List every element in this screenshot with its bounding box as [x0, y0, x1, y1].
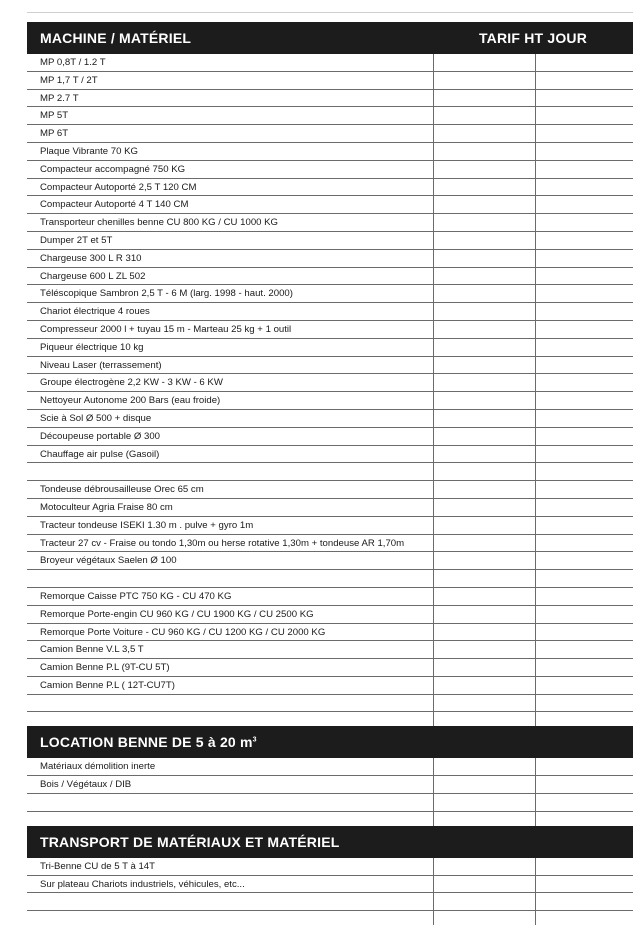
price-cell-1 — [433, 606, 535, 623]
price-table — [27, 22, 633, 925]
table-row — [27, 535, 633, 553]
item-label: Chargeuse 600 L ZL 502 — [40, 270, 146, 282]
table-row — [27, 641, 633, 659]
table-row — [27, 392, 633, 410]
price-cell-1 — [433, 794, 535, 811]
price-cell-1 — [433, 893, 535, 910]
price-cell-1 — [433, 776, 535, 793]
item-label: Matériaux démolition inerte — [40, 761, 156, 773]
table-row — [27, 677, 633, 695]
table-row — [27, 776, 633, 794]
item-label: Piqueur électrique 10 kg — [40, 341, 144, 353]
price-cell-2 — [535, 107, 633, 124]
price-cell-2 — [535, 758, 633, 775]
price-cell-1 — [433, 446, 535, 463]
price-cell-2 — [535, 339, 633, 356]
price-cell-1 — [433, 876, 535, 893]
table-row — [27, 428, 633, 446]
price-cell-2 — [535, 876, 633, 893]
table-row — [27, 588, 633, 606]
price-cell-1 — [433, 624, 535, 641]
item-label: Dumper 2T et 5T — [40, 234, 113, 246]
item-label — [27, 570, 433, 587]
price-cell-1 — [433, 499, 535, 516]
table-row — [27, 54, 633, 72]
price-cell-1 — [433, 552, 535, 569]
table-row — [27, 463, 633, 481]
table-row — [27, 161, 633, 179]
price-cell-1 — [433, 517, 535, 534]
price-cell-2 — [535, 570, 633, 587]
price-cell-1 — [433, 107, 535, 124]
price-cell-1 — [433, 428, 535, 445]
item-label: Plaque Vibrante 70 KG — [40, 145, 138, 157]
table-row — [27, 410, 633, 428]
price-cell-2 — [535, 161, 633, 178]
price-cell-2 — [535, 535, 633, 552]
item-label: Niveau Laser (terrassement) — [40, 359, 162, 371]
price-cell-1 — [433, 758, 535, 775]
item-label: MP 5T — [40, 110, 69, 122]
table-row — [27, 250, 633, 268]
price-cell-1 — [433, 641, 535, 658]
price-cell-1 — [433, 90, 535, 107]
item-label: Groupe électrogène 2,2 KW - 3 KW - 6 KW — [40, 377, 223, 389]
item-label: Remorque Porte Voiture - CU 960 KG / CU 1200 KG / CU 2000 KG — [40, 626, 326, 638]
price-cell-2 — [535, 695, 633, 712]
price-cell-2 — [535, 624, 633, 641]
table-row — [27, 143, 633, 161]
price-cell-2 — [535, 499, 633, 516]
price-cell-2 — [535, 712, 633, 726]
price-cell-1 — [433, 463, 535, 480]
table-row — [27, 90, 633, 108]
price-cell-1 — [433, 54, 535, 71]
item-label: Tondeuse débrousailleuse Orec 65 cm — [40, 484, 204, 496]
table-row — [27, 125, 633, 143]
table-row — [27, 659, 633, 677]
price-cell-2 — [535, 552, 633, 569]
table-row — [27, 339, 633, 357]
price-cell-2 — [535, 90, 633, 107]
price-cell-2 — [535, 463, 633, 480]
item-label: Chauffage air pulse (Gasoil) — [40, 448, 160, 460]
item-label: Tracteur tondeuse ISEKI 1.30 m . pulve + gyro 1m — [40, 519, 254, 531]
price-cell-1 — [433, 659, 535, 676]
price-cell-1 — [433, 250, 535, 267]
item-label: Nettoyeur Autonome 200 Bars (eau froide) — [40, 395, 221, 407]
price-cell-2 — [535, 214, 633, 231]
table-row — [27, 858, 633, 876]
section-gap — [27, 812, 633, 826]
item-label: Transporteur chenilles benne CU 800 KG / CU 1000 KG — [40, 217, 279, 229]
table-row — [27, 876, 633, 894]
table-row — [27, 570, 633, 588]
price-cell-1 — [433, 214, 535, 231]
item-label: Camion Benne V.L 3,5 T — [40, 644, 144, 656]
price-cell-2 — [535, 125, 633, 142]
price-cell-2 — [535, 517, 633, 534]
item-label: Compacteur Autoporté 2,5 T 120 CM — [40, 181, 197, 193]
section-header — [27, 22, 633, 54]
table-row — [27, 893, 633, 911]
price-cell-1 — [433, 161, 535, 178]
table-row — [27, 606, 633, 624]
item-label: Compacteur accompagné 750 KG — [40, 163, 186, 175]
table-row — [27, 499, 633, 517]
section-title: LOCATION BENNE DE 5 à 20 $m^3$ — [40, 734, 257, 751]
price-cell-1 — [433, 392, 535, 409]
table-row — [27, 232, 633, 250]
price-cell-1 — [433, 481, 535, 498]
price-cell-2 — [535, 911, 633, 925]
item-label: Remorque Caisse PTC 750 KG - CU 470 KG — [40, 590, 232, 602]
price-cell-2 — [535, 776, 633, 793]
price-cell-2 — [535, 588, 633, 605]
table-row — [27, 481, 633, 499]
section-header — [27, 826, 633, 858]
table-row — [27, 552, 633, 570]
price-cell-2 — [535, 606, 633, 623]
price-cell-2 — [535, 392, 633, 409]
price-cell-2 — [535, 179, 633, 196]
price-cell-1 — [433, 911, 535, 925]
item-label: Camion Benne P.L ( 12T-CU7T) — [40, 679, 175, 691]
top-rule — [27, 12, 633, 13]
item-label: Chariot électrique 4 roues — [40, 306, 150, 318]
price-cell-2 — [535, 858, 633, 875]
item-label: Scie à Sol Ø 500 + disque — [40, 412, 152, 424]
table-row — [27, 285, 633, 303]
item-label: Motoculteur Agria Fraise 80 cm — [40, 501, 173, 513]
table-row — [27, 268, 633, 286]
price-cell-2 — [535, 250, 633, 267]
price-cell-1 — [433, 374, 535, 391]
price-cell-2 — [535, 303, 633, 320]
table-row — [27, 214, 633, 232]
price-cell-1 — [433, 712, 535, 726]
table-row — [27, 374, 633, 392]
section-title: TRANSPORT DE MATÉRIAUX ET MATÉRIEL — [40, 833, 340, 850]
price-cell-1 — [433, 357, 535, 374]
table-row — [27, 303, 633, 321]
price-cell-2 — [535, 268, 633, 285]
price-cell-2 — [535, 321, 633, 338]
price-cell-1 — [433, 695, 535, 712]
price-cell-2 — [535, 481, 633, 498]
price-cell-1 — [433, 268, 535, 285]
item-label: Camion Benne P.L (9T-CU 5T) — [40, 662, 170, 674]
table-row — [27, 196, 633, 214]
price-cell-1 — [433, 232, 535, 249]
price-cell-1 — [433, 179, 535, 196]
price-cell-1 — [433, 196, 535, 213]
price-cell-2 — [535, 446, 633, 463]
price-cell-2 — [535, 659, 633, 676]
item-label: Chargeuse 300 L R 310 — [40, 252, 142, 264]
table-row — [27, 357, 633, 375]
price-cell-2 — [535, 357, 633, 374]
item-label: Tri-Benne CU de 5 T à 14T — [40, 860, 156, 872]
price-cell-2 — [535, 72, 633, 89]
price-cell-1 — [433, 72, 535, 89]
price-cell-1 — [433, 285, 535, 302]
item-label: Bois / Végétaux / DIB — [40, 779, 132, 791]
section-gap — [27, 712, 633, 726]
item-label: MP 2.7 T — [40, 92, 79, 104]
item-label: Compresseur 2000 l + tuyau 15 m - Marteau 25 kg + 1 outil — [40, 323, 292, 335]
item-label: Remorque Porte-engin CU 960 KG / CU 1900 KG / CU 2500 KG — [40, 608, 314, 620]
price-cell-2 — [535, 428, 633, 445]
price-cell-2 — [535, 641, 633, 658]
price-cell-1 — [433, 812, 535, 826]
item-label: Téléscopique Sambron 2,5 T - 6 M (larg. 1998 - haut. 2000) — [40, 288, 293, 300]
item-label — [27, 794, 433, 811]
item-label: Broyeur végétaux Saelen Ø 100 — [40, 555, 177, 567]
price-cell-2 — [535, 410, 633, 427]
item-label — [27, 463, 433, 480]
table-row — [27, 624, 633, 642]
title-superscript: 3 — [252, 736, 257, 744]
table-row — [27, 446, 633, 464]
section-title: MACHINE / MATÉRIEL — [40, 30, 192, 46]
price-cell-1 — [433, 570, 535, 587]
table-row — [27, 794, 633, 812]
price-cell-1 — [433, 303, 535, 320]
price-cell-2 — [535, 374, 633, 391]
price-cell-1 — [433, 410, 535, 427]
item-label — [27, 893, 433, 910]
table-row — [27, 321, 633, 339]
price-cell-2 — [535, 285, 633, 302]
price-cell-2 — [535, 812, 633, 826]
price-cell-1 — [433, 339, 535, 356]
price-column-header: TARIF HT JOUR — [478, 30, 588, 46]
table-row — [27, 517, 633, 535]
item-label: MP 0,8T / 1.2 T — [40, 57, 106, 68]
table-tail — [27, 911, 633, 925]
price-cell-1 — [433, 588, 535, 605]
price-cell-1 — [433, 858, 535, 875]
item-label: MP 6T — [40, 128, 69, 140]
table-row — [27, 72, 633, 90]
item-label: MP 1,7 T / 2T — [40, 74, 98, 86]
price-cell-1 — [433, 125, 535, 142]
price-cell-2 — [535, 893, 633, 910]
price-cell-1 — [433, 677, 535, 694]
price-cell-2 — [535, 196, 633, 213]
price-cell-1 — [433, 143, 535, 160]
table-row — [27, 107, 633, 125]
price-cell-2 — [535, 232, 633, 249]
table-row — [27, 695, 633, 713]
price-cell-2 — [535, 677, 633, 694]
section-header — [27, 726, 633, 758]
item-label: Compacteur Autoporté 4 T 140 CM — [40, 199, 189, 211]
item-label — [27, 695, 433, 712]
item-label: Découpeuse portable Ø 300 — [40, 430, 161, 442]
table-row — [27, 179, 633, 197]
table-row — [27, 758, 633, 776]
price-cell-2 — [535, 143, 633, 160]
price-cell-2 — [535, 54, 633, 71]
item-label: Tracteur 27 cv - Fraise ou tondo 1,30m ou herse rotative 1,30m + tondeuse AR 1,70m — [40, 537, 405, 549]
item-label: Sur plateau Chariots industriels, véhicules, etc... — [40, 878, 245, 890]
price-cell-2 — [535, 794, 633, 811]
price-cell-1 — [433, 321, 535, 338]
price-cell-1 — [433, 535, 535, 552]
